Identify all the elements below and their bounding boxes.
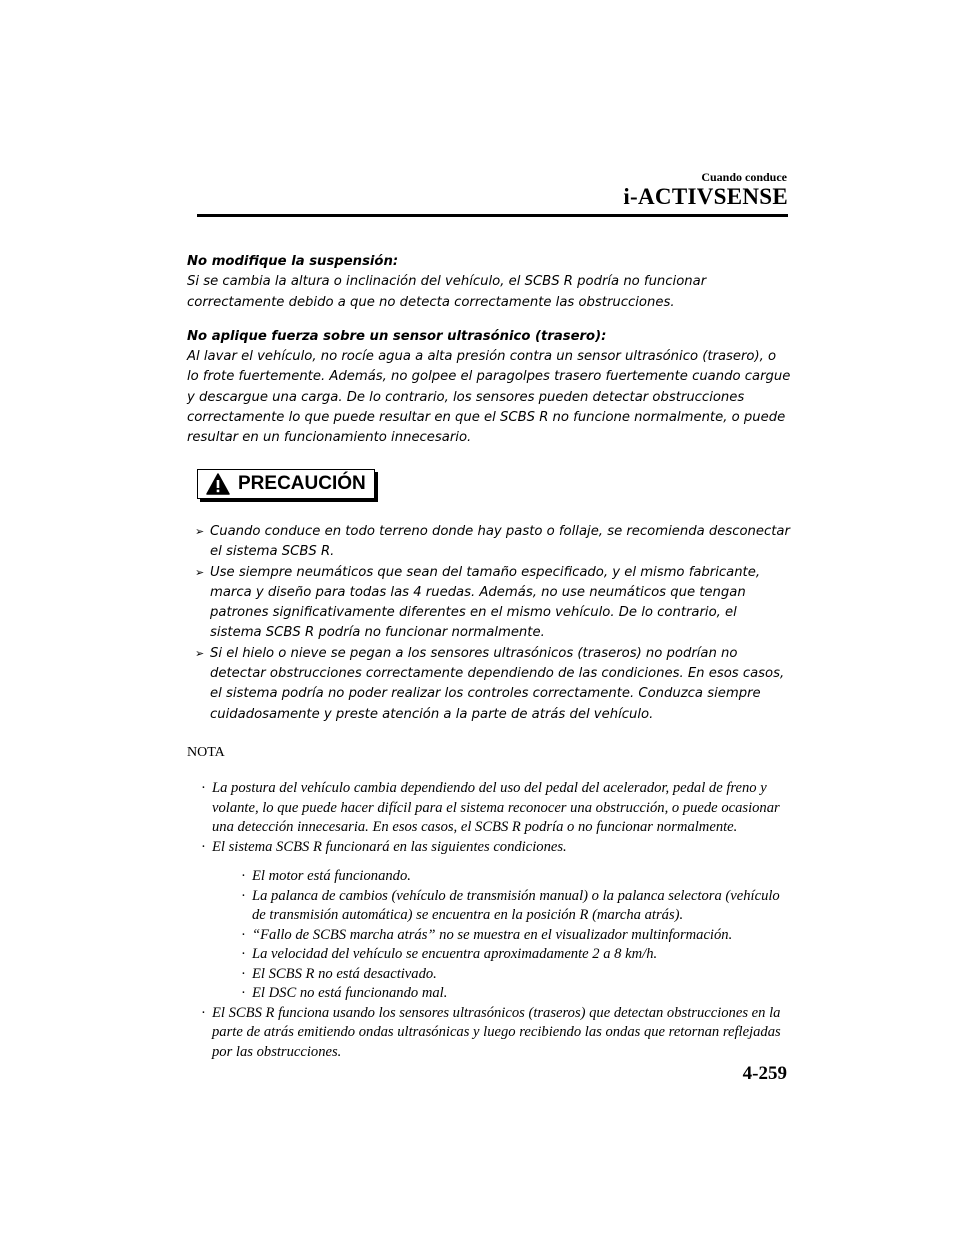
caution-item <box>187 563 791 644</box>
block-text-suspension: Si se cambia la altura o inclinación del vehículo, el SCBS R podría no funcionar correctamente debido a que no detecta correctamente las obstrucciones. <box>187 274 707 310</box>
nota-item <box>187 838 791 1004</box>
arrow-bullet-icon: ➢ <box>195 565 205 579</box>
chapter-title: i-ACTIVSENSE <box>623 184 788 209</box>
caution-item <box>187 522 791 563</box>
condition-text: El DSC no está funcionando mal. <box>252 985 448 1002</box>
caution-label: PRECAUCIÓN <box>238 472 366 494</box>
dot-bullet-icon: · <box>241 965 246 982</box>
caution-list <box>187 522 791 725</box>
block-heading-suspension: No modifique la suspensión: <box>187 254 399 269</box>
block-text-sensor: Al lavar el vehículo, no rocíe agua a alta presión contra un sensor ultrasónico (trasero), o lo frote fuertemente. Además, no golpee el paragolpes trasero fuertemente cuando cargue y descargue una carga. De lo contrario, los sensores pueden detectar obstrucciones correctamente lo que puede resultar en que el SCBS R no funcione normalmente, o puede resultar en un funcionamiento innecesario. <box>187 349 791 446</box>
dot-bullet-icon: · <box>241 985 246 1002</box>
condition-text: El motor está funcionando. <box>252 868 411 885</box>
condition-text: La palanca de cambios (vehículo de transmisión manual) o la palanca selectora (vehículo de transmisión automática) se encuentra en la posición R (marcha atrás). <box>252 887 780 924</box>
caution-item-text: Use siempre neumáticos que sean del tamaño especificado, y el mismo fabricante, marca y diseño para todas las 4 ruedas. Además, no use neumáticos que tengan patrones significativamente diferentes en el mismo vehículo. De lo contrario, el sistema SCBS R podría no funcionar normalmente. <box>210 564 761 641</box>
nota-section <box>187 779 791 1062</box>
caution-box <box>197 469 375 499</box>
block-heading-sensor: No aplique fuerza sobre un sensor ultrasónico (trasero): <box>187 328 607 344</box>
dot-bullet-icon: · <box>201 780 206 797</box>
condition-item <box>224 867 791 887</box>
nota-title: NOTA <box>187 744 225 760</box>
nota-item-text: El sistema SCBS R funcionará en las siguientes condiciones. <box>212 838 567 855</box>
condition-item <box>224 926 791 946</box>
page-content <box>187 252 791 1062</box>
condition-item <box>224 887 791 926</box>
condition-text: La velocidad del vehículo se encuentra aproximadamente 2 a 8 km/h. <box>252 946 658 963</box>
caution-item-text: Si el hielo o nieve se pegan a los sensores ultrasónicos (traseros) no podrían no detectar obstrucciones correctamente dependiendo de las condiciones. En esos casos, el sistema podría no poder realizar los controles correctamente. Conduzca siempre cuidadosamente y preste atención a la parte de atrás del vehículo. <box>210 645 785 722</box>
section-title: Cuando conduce <box>701 170 787 184</box>
nota-item <box>187 1004 791 1063</box>
nota-list <box>187 779 791 1062</box>
nota-item-text: La postura del vehículo cambia dependiendo del uso del pedal del acelerador, pedal de freno y volante, lo que puede hacer difícil para el sistema reconocer una obstrucción, o puede ocasionar una detección innecesaria. En esos casos, el SCBS R podría o no funcionar normalmente. <box>212 780 780 836</box>
dot-bullet-icon: · <box>241 946 246 963</box>
dot-bullet-icon: · <box>241 887 246 904</box>
conditions-list <box>224 867 791 1004</box>
nota-item-text: El SCBS R funciona usando los sensores ultrasónicos (traseros) que detectan obstrucciones en la parte de atrás emitiendo ondas ultrasónicas y luego recibiendo las ondas que retornan reflejadas por las obstrucciones. <box>212 1004 781 1060</box>
condition-item <box>224 965 791 985</box>
nota-item <box>187 779 791 838</box>
condition-item <box>224 984 791 1004</box>
condition-item <box>224 945 791 965</box>
spacer <box>187 313 791 327</box>
dot-bullet-icon: · <box>201 838 206 855</box>
dot-bullet-icon: · <box>241 868 246 885</box>
arrow-bullet-icon: ➢ <box>195 524 205 538</box>
caution-item-text: Cuando conduce en todo terreno donde hay pasto o follaje, se recomienda desconectar el sistema SCBS R. <box>210 523 790 560</box>
header-rule <box>197 214 788 217</box>
arrow-bullet-icon: ➢ <box>195 646 205 660</box>
caution-item <box>187 644 791 725</box>
page-number: 4-259 <box>742 1063 787 1084</box>
dot-bullet-icon: · <box>201 1004 206 1021</box>
warning-triangle-icon <box>206 473 230 495</box>
condition-text: “Fallo de SCBS marcha atrás” no se muestra en el visualizador multinformación. <box>252 926 733 943</box>
dot-bullet-icon: · <box>241 926 246 943</box>
condition-text: El SCBS R no está desactivado. <box>252 965 437 982</box>
